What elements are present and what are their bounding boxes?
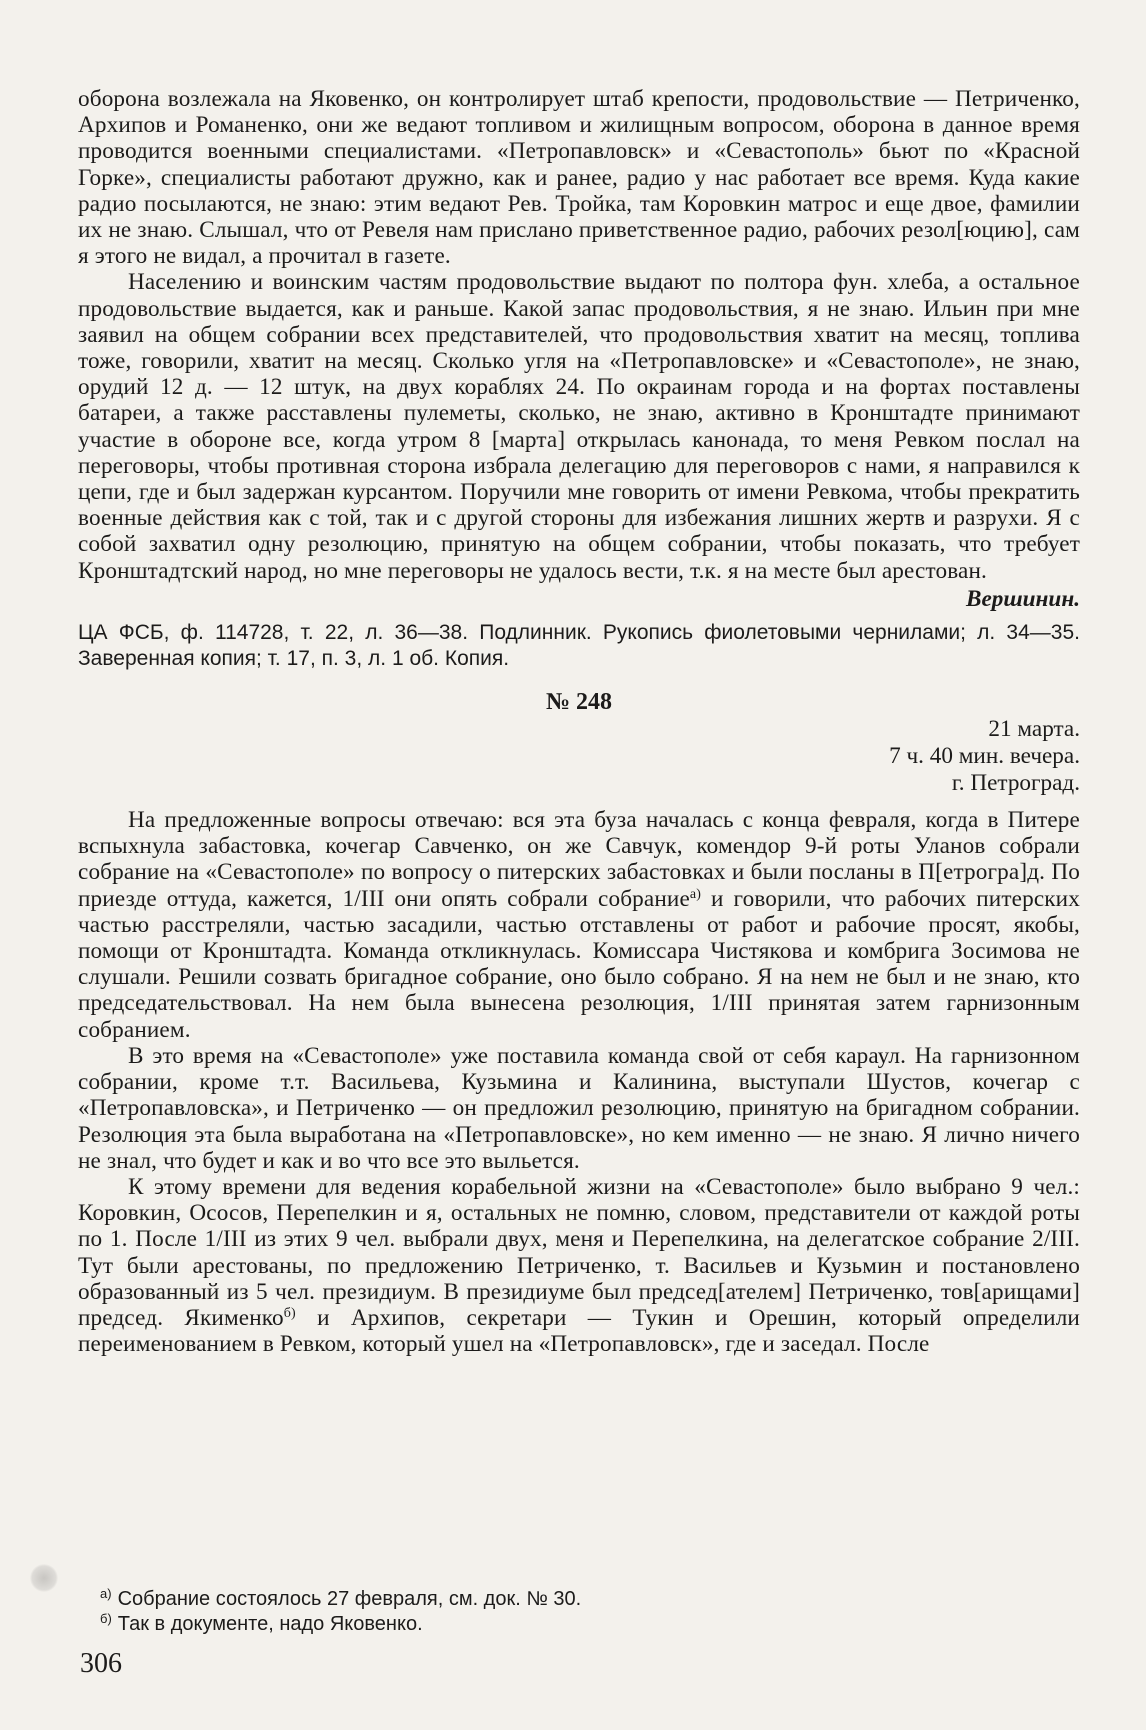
signature: Вершинин. (965, 585, 1080, 612)
paragraph-text: К этому времени для ведения корабельной жизни на «Севастополе» было выбрано 9 чел.: Коровкин, Ососов, Перепелкин и я, остальных не помню, словом, представители от каждой роты по 1. После 1/III из этих 9 чел. выбрали двух, меня и Перепелкина, на делегатское собрание 2/III. Тут были арестованы, по предложению Петриченко, т. Васильев и Кузьмин и постановлено образованный из 5 чел. президиум. В президиуме был председ[ателем] Петриченко, тов[арищами] председ. Якименко (78, 1173, 1080, 1331)
footnote-a (100, 1587, 581, 1612)
paragraph-provisions: Населению и воинским частям продовольствие выдают по полтора фун. хлеба, а остальное продовольствие выдается, как и раньше. Какой запас продовольствия, я не знаю. Ильин при мне заявил на общем собрании всех представителей, что продовольствия хватит на месяц, топлива тоже, говорили, хватит на месяц. Сколько угля на «Петропавловске» и «Севастополе», не знаю, орудий 12 д. — 12 штук, на двух кораблях 24. По окраинам города и на фортах поставлены батареи, а также расставлены пулеметы, сколько, не знаю, активно в Кронштадте принимают участие в обороне все, когда утром 8 [марта] открылась канонада, то меня Ревком послал на переговоры, чтобы противная сторона избрала делегацию для переговоров с нами, я направился к цепи, где и был задержан курсантом. Поручили мне говорить от имени Ревкома, чтобы прекратить военные действия как с той, так и с другой стороны для избежания лишних жертв и разрухи. Я с собой захватил одну резолюцию, принятую на общем собрании, чтобы показать, что требует Кронштадтский народ, но мне переговоры не удалось вести, т.к. я на месте был арестован. (78, 269, 1080, 584)
document-date: 21 марта. (988, 716, 1080, 743)
paragraph-text: и говорили, что рабочих питерских частью расстреляли, частью засадили, частью отставлены от работ и рабочие просят, якобы, помощи от Кронштадта. Команда откликнулась. Комиссара Чистякова и комбрига Зосимова не слушали. Решили созвать бригадное собрание, оно было собрано. Я на нем не был и не знаю, кто председательствовал. На нем была вынесена резолюция, 1/III принятая затем гарнизонным собранием. (78, 885, 1080, 1043)
archival-source-note: ЦА ФСБ, ф. 114728, т. 22, л. 36—38. Подлинник. Рукопись фиолетовыми чернилами; л. 34—35. Заверенная копия; т. 17, п. 3, л. 1 об. Копия. (78, 621, 1080, 671)
binding-hole-mark (30, 1564, 58, 1592)
page-number: 306 (80, 1648, 122, 1679)
footnote-text: Собрание состоялось 27 февраля, см. док. № 30. (117, 1588, 582, 1610)
paragraph-testimony-start (78, 807, 1080, 1043)
footnote-b (100, 1612, 581, 1637)
paragraph-garrison-meeting: В это время на «Севастополе» уже поставила команда свой от себя караул. На гарнизонном собрании, кроме т.т. Васильева, Кузьмина и Калинина, выступали Шустов, кочегар с «Петропавловска», и Петриченко — он предложил резолюцию, принятую на бригадном собрании. Резолюция эта была выработана на «Петропавловске», но кем именно — не знаю. Я лично ничего не знал, что будет и как и во что все это выльется. (78, 1042, 1080, 1174)
footnote-mark: а) (100, 1586, 112, 1601)
paragraph-continuation: оборона возлежала на Яковенко, он контролирует штаб крепости, продовольствие — Петриченко, Архипов и Романенко, они же ведают топливом и жилищным вопросом, оборона в данное время проводится военными специалистами. «Петропавловск» и «Севастополь» бьют по «Красной Горке», специалисты работают дружно, как и ранее, радио у нас работает все время. Куда какие радио посылаются, не знаю: этим ведают Рев. Тройка, там Коровкин матрос и еще двое, фамилии их не знаю. Слышал, что от Ревеля нам прислано приветственное радио, рабочих резол[юцию], сам я этого не видал, а прочитал в газете. (78, 86, 1080, 270)
document-place: г. Петроград. (951, 770, 1080, 797)
document-number: № 248 (545, 689, 613, 716)
footnotes (100, 1587, 581, 1637)
paragraph-text: На предложенные вопросы отвечаю: вся эта буза началась с конца февраля, когда в Питере вспыхнула забастовка, кочегар Савченко, он же Савчук, комендор 9-й роты Уланов собрали собрание на «Севастополе» по вопросу о питерских забастовках и были посланы в П[етрогра]д. По приезде оттуда, кажется, 1/III они опять собрали собрание (78, 807, 1080, 912)
document-body (78, 86, 1080, 1357)
paragraph-presidium (78, 1174, 1080, 1357)
footnote-ref-b: б) (283, 1305, 296, 1321)
footnote-mark: б) (100, 1611, 112, 1626)
paragraph-text: и Архипов, секретари — Тукин и Орешин, который определили переименованием в Ревком, который ушел на «Петропавловск», где и заседал. После (78, 1304, 1080, 1358)
document-time: 7 ч. 40 мин. вечера. (889, 743, 1080, 770)
date-block (78, 716, 1080, 797)
footnote-text: Так в документе, надо Яковенко. (117, 1613, 423, 1635)
footnote-ref-a: а) (689, 886, 702, 902)
